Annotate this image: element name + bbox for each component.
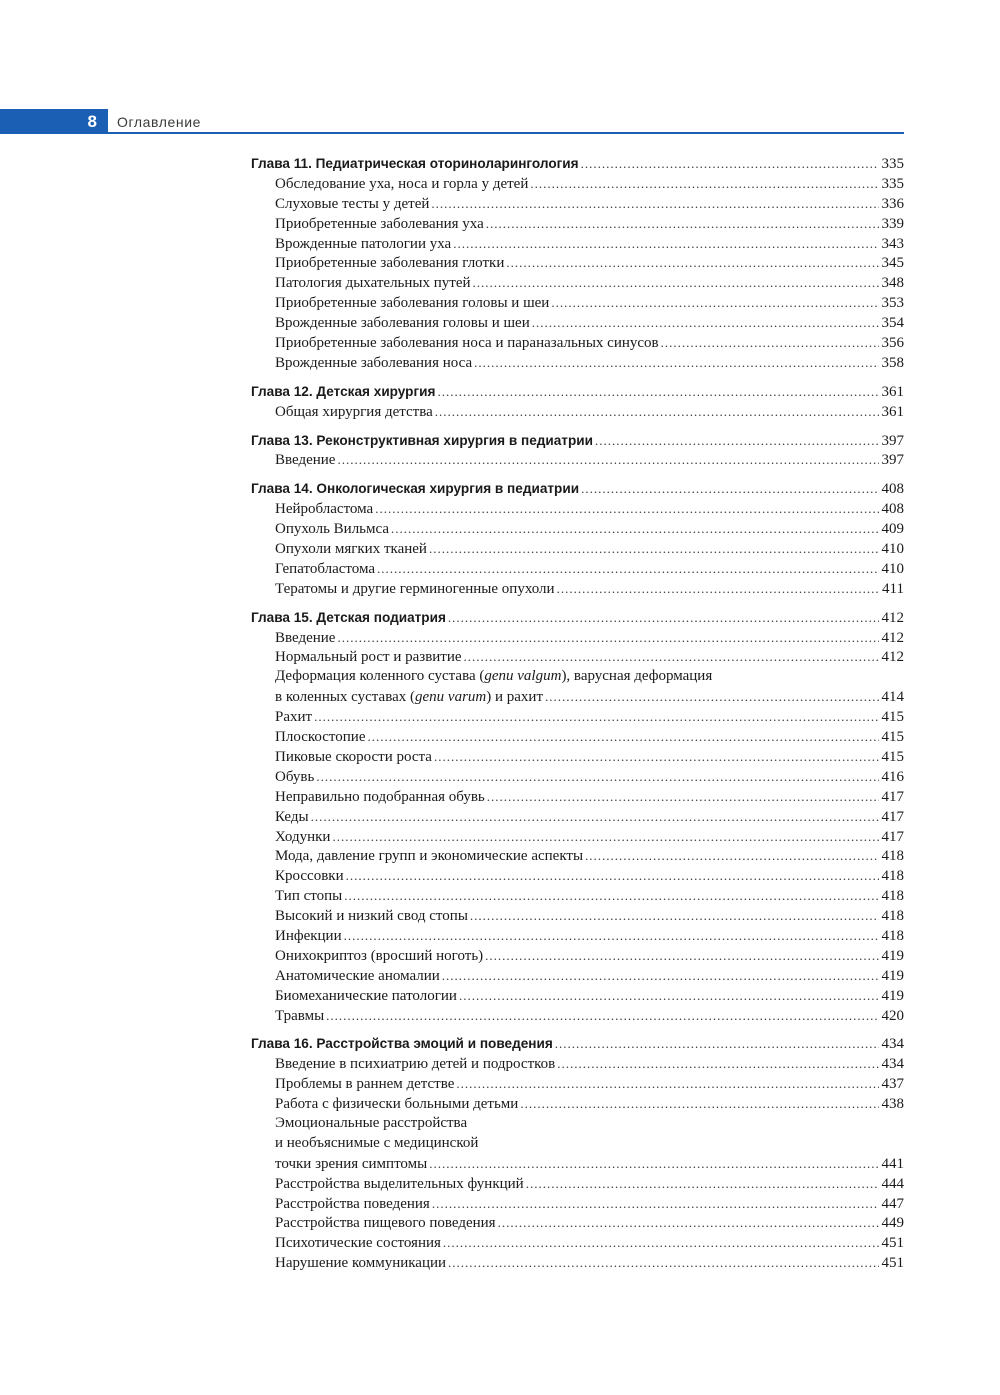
toc-section-entry-title: Слуховые тесты у детей: [275, 195, 430, 212]
toc-section-entry[interactable]: [251, 174, 904, 194]
toc-chapter-entry-page: 361: [881, 383, 904, 400]
toc-section-entry[interactable]: [251, 450, 904, 470]
dot-leader: [346, 866, 879, 886]
dot-leader: [485, 946, 878, 966]
toc-section-entry-title: Высокий и низкий свод стопы: [275, 908, 468, 925]
toc-section-entry-page: 412: [881, 649, 904, 666]
toc-section-entry-title: Нейробластома: [275, 501, 374, 518]
toc-section-entry[interactable]: [251, 647, 904, 667]
toc-section-entry-page: 339: [881, 215, 904, 232]
dot-leader: [391, 519, 878, 539]
page-number-box: [0, 109, 108, 134]
toc-section-entry-page: 420: [881, 1007, 904, 1024]
dot-leader: [375, 499, 878, 519]
toc-section-entry-title: Расстройства поведения: [275, 1195, 430, 1212]
dot-leader: [506, 253, 878, 273]
dot-leader: [431, 194, 878, 214]
toc-section-entry[interactable]: [251, 767, 904, 787]
toc-section-entry-title: Биомеханические патологии: [275, 987, 457, 1004]
toc-section-entry[interactable]: [251, 539, 904, 559]
dot-leader: [434, 747, 879, 767]
toc-section-entry-page: 447: [881, 1195, 904, 1212]
dot-leader: [470, 906, 879, 926]
dot-leader: [581, 479, 878, 499]
dot-leader: [532, 313, 879, 333]
toc-section-entry[interactable]: [251, 273, 904, 293]
toc-section-entry-page: 415: [881, 729, 904, 746]
toc-section-entry-title: Нарушение коммуникации: [275, 1255, 447, 1272]
running-title: Оглавление: [117, 114, 202, 130]
chapter-block: [251, 1034, 904, 1273]
toc-section-entry-title: и необъяснимые с медицинской: [275, 1134, 479, 1151]
toc-chapter-entry-page: 408: [881, 481, 904, 498]
toc-section-entry[interactable]: [251, 333, 904, 353]
toc-section-entry-title: Введение: [275, 629, 336, 646]
toc-section-entry-page: 361: [881, 403, 904, 420]
toc-section-entry-title: Работа с физически больными детьми: [275, 1096, 519, 1113]
toc-section-entry-page: 417: [881, 808, 904, 825]
dot-leader: [314, 707, 878, 727]
toc-section-entry-page: 415: [881, 709, 904, 726]
toc-chapter-entry[interactable]: [251, 1034, 904, 1054]
toc-section-entry[interactable]: [251, 402, 904, 422]
toc-section-entry-page: 358: [881, 354, 904, 371]
toc-section-entry-page: 434: [881, 1056, 904, 1073]
toc-section-entry[interactable]: [251, 1114, 904, 1134]
dot-leader: [526, 1174, 879, 1194]
toc-section-entry-page: 353: [881, 295, 904, 312]
toc-section-entry-page: 418: [881, 888, 904, 905]
toc-section-entry-title: в коленных суставах (genu varum) и рахит: [275, 689, 544, 706]
toc-chapter-entry-page: 335: [881, 156, 904, 172]
toc-section-entry-page: 348: [881, 275, 904, 292]
toc-section-entry-title: точки зрения симптомы: [275, 1155, 428, 1172]
dot-leader: [581, 154, 879, 174]
toc-section-entry[interactable]: [251, 559, 904, 579]
toc-section-entry-title: Кеды: [275, 808, 309, 825]
toc-chapter-entry[interactable]: [251, 608, 904, 628]
toc-section-entry[interactable]: [251, 727, 904, 747]
toc-section-entry-page: 412: [881, 629, 904, 646]
toc-section-entry-page: 414: [881, 689, 904, 706]
toc-section-entry-title: Кроссовки: [275, 868, 344, 885]
toc-section-entry-page: 418: [881, 868, 904, 885]
toc-section-entry-page: 345: [881, 255, 904, 272]
page-number: 8: [87, 112, 97, 131]
toc-section-entry-title: Гепатобластома: [275, 560, 376, 577]
toc-section-entry-page: 438: [881, 1096, 904, 1113]
dot-leader: [377, 559, 878, 579]
dot-leader: [555, 1034, 879, 1054]
chapter-block: [251, 154, 904, 373]
dot-leader: [545, 687, 878, 707]
toc-section-entry[interactable]: [251, 747, 904, 767]
toc-section-entry-title: Травмы: [275, 1007, 325, 1024]
toc-section-entry[interactable]: [251, 886, 904, 906]
table-of-contents: [251, 154, 904, 1282]
toc-section-entry-title: Общая хирургия детства: [275, 403, 433, 420]
dot-leader: [661, 333, 879, 353]
toc-section-entry-title: Врожденные заболевания носа: [275, 354, 473, 371]
dot-leader: [551, 293, 878, 313]
dot-leader: [557, 1054, 878, 1074]
chapter-block: [251, 479, 904, 598]
toc-section-entry-title: Приобретенные заболевания носа и параназальных синусов: [275, 335, 659, 352]
toc-section-entry-title: Эмоциональные расстройства: [275, 1114, 468, 1131]
toc-chapter-entry[interactable]: [251, 382, 904, 402]
toc-section-entry-title: Введение в психиатрию детей и подростков: [275, 1056, 556, 1073]
toc-section-entry[interactable]: [251, 687, 904, 707]
toc-section-entry-title: Онихокриптоз (вросший ноготь): [275, 947, 484, 964]
toc-section-entry[interactable]: [251, 1074, 904, 1094]
dot-leader: [337, 450, 878, 470]
dot-leader: [474, 353, 878, 373]
toc-section-entry-page: 416: [881, 768, 904, 785]
dot-leader: [443, 1233, 879, 1253]
dot-leader: [332, 827, 878, 847]
toc-section-entry-title: Рахит: [275, 709, 313, 726]
toc-section-entry-title: Введение: [275, 452, 336, 469]
toc-section-entry-page: 419: [881, 947, 904, 964]
toc-section-entry-title: Нормальный рост и развитие: [275, 649, 462, 666]
toc-section-entry-page: 410: [881, 541, 904, 558]
header-rule: [108, 132, 904, 134]
toc-section-entry-title: Плоскостопие: [275, 729, 366, 746]
toc-section-entry-page: 408: [881, 501, 904, 518]
toc-section-entry-page: 356: [881, 335, 904, 352]
toc-chapter-entry-title: Глава 15. Детская подиатрия: [251, 609, 446, 625]
toc-section-entry[interactable]: [251, 1194, 904, 1214]
dot-leader: [520, 1094, 878, 1114]
toc-section-entry-title: Анатомические аномалии: [275, 967, 440, 984]
toc-chapter-entry-title: Глава 14. Онкологическая хирургия в педиатрии: [251, 481, 580, 497]
dot-leader: [344, 926, 879, 946]
toc-section-entry-title: Обследование уха, носа и горла у детей: [275, 175, 529, 192]
toc-section-entry[interactable]: [251, 194, 904, 214]
page-header: [0, 109, 904, 135]
toc-section-entry-page: 441: [881, 1155, 904, 1172]
dot-leader: [337, 628, 878, 648]
dot-leader: [487, 787, 879, 807]
toc-chapter-entry-page: 412: [881, 609, 904, 626]
toc-section-entry-page: 343: [881, 235, 904, 252]
toc-section-entry-page: 437: [881, 1076, 904, 1093]
chapter-block: [251, 431, 904, 471]
chapter-block: [251, 382, 904, 422]
toc-section-entry-page: 410: [881, 560, 904, 577]
toc-section-entry[interactable]: [251, 906, 904, 926]
toc-section-entry[interactable]: [251, 1253, 904, 1273]
toc-section-entry-title: Приобретенные заболевания уха: [275, 215, 484, 232]
toc-section-entry[interactable]: [251, 866, 904, 886]
dot-leader: [557, 579, 879, 599]
dot-leader: [464, 647, 879, 667]
toc-section-entry[interactable]: [251, 1233, 904, 1253]
toc-section-entry-page: 419: [881, 987, 904, 1004]
toc-section-entry[interactable]: [251, 807, 904, 827]
dot-leader: [437, 382, 878, 402]
toc-section-entry[interactable]: [251, 1006, 904, 1026]
toc-section-entry[interactable]: [251, 1174, 904, 1194]
toc-section-entry-title: Мода, давление групп и экономические аспекты: [275, 848, 584, 865]
dot-leader: [344, 886, 878, 906]
toc-section-entry[interactable]: [251, 253, 904, 273]
toc-chapter-entry-title: Глава 11. Педиатрическая оториноларингология: [251, 156, 579, 171]
toc-section-entry-page: 451: [881, 1235, 904, 1252]
toc-section-entry-page: 354: [881, 315, 904, 332]
toc-section-entry-title: Проблемы в раннем детстве: [275, 1076, 455, 1093]
toc-section-entry[interactable]: [251, 214, 904, 234]
toc-section-entry-title: Пиковые скорости роста: [275, 748, 432, 765]
toc-section-entry-page: 418: [881, 908, 904, 925]
toc-section-entry-title: Психотические состояния: [275, 1235, 441, 1252]
dot-leader: [473, 273, 879, 293]
dot-leader: [448, 1253, 878, 1273]
dot-leader: [498, 1213, 879, 1233]
toc-section-entry-page: 418: [881, 848, 904, 865]
toc-section-entry-page: 415: [881, 748, 904, 765]
toc-section-entry-title: Деформация коленного сустава (genu valgum), варусная деформация: [275, 668, 713, 685]
dot-leader: [595, 431, 879, 451]
toc-chapter-entry-title: Глава 12. Детская хирургия: [251, 383, 436, 399]
toc-section-entry-title: Приобретенные заболевания головы и шеи: [275, 295, 550, 312]
toc-section-entry-page: 397: [881, 452, 904, 469]
toc-chapter-entry[interactable]: [251, 154, 904, 174]
dot-leader: [486, 214, 879, 234]
toc-section-entry[interactable]: [251, 519, 904, 539]
dot-leader: [530, 174, 878, 194]
toc-section-entry[interactable]: [251, 579, 904, 599]
toc-chapter-entry-page: 397: [881, 432, 904, 449]
toc-section-entry-title: Опухоль Вильмса: [275, 521, 390, 538]
toc-section-entry[interactable]: [251, 293, 904, 313]
toc-section-entry-page: 336: [881, 195, 904, 212]
toc-section-entry-title: Тип стопы: [275, 888, 343, 905]
dot-leader: [316, 767, 878, 787]
toc-section-entry[interactable]: [251, 499, 904, 519]
toc-section-entry-page: 335: [881, 175, 904, 192]
toc-section-entry[interactable]: [251, 846, 904, 866]
toc-section-entry[interactable]: [251, 1054, 904, 1074]
toc-section-entry-page: 411: [882, 580, 904, 597]
toc-section-entry[interactable]: [251, 827, 904, 847]
toc-section-entry[interactable]: [251, 1154, 904, 1174]
dot-leader: [311, 807, 879, 827]
toc-section-entry-title: Расстройства пищевого поведения: [275, 1215, 496, 1232]
toc-section-entry-title: Врожденные заболевания головы и шеи: [275, 315, 530, 332]
toc-section-entry[interactable]: [251, 1134, 904, 1154]
toc-section-entry[interactable]: [251, 946, 904, 966]
toc-section-entry[interactable]: [251, 707, 904, 727]
toc-section-entry-title: Опухоли мягких тканей: [275, 541, 427, 558]
dot-leader: [456, 1074, 878, 1094]
dot-leader: [442, 966, 879, 986]
toc-section-entry-page: 419: [881, 967, 904, 984]
toc-chapter-entry-title: Глава 16. Расстройства эмоций и поведения: [251, 1036, 553, 1052]
dot-leader: [585, 846, 878, 866]
toc-section-entry-title: Ходунки: [275, 828, 331, 845]
toc-section-entry[interactable]: [251, 628, 904, 648]
toc-section-entry[interactable]: [251, 926, 904, 946]
toc-section-entry-page: 417: [881, 788, 904, 805]
dot-leader: [459, 986, 879, 1006]
toc-chapter-entry[interactable]: [251, 479, 904, 499]
toc-section-entry-page: 449: [881, 1215, 904, 1232]
toc-section-entry-page: 444: [881, 1175, 904, 1192]
dot-leader: [432, 1194, 879, 1214]
dot-leader: [453, 234, 878, 254]
dot-leader: [429, 539, 879, 559]
dot-leader: [367, 727, 878, 747]
toc-section-entry-title: Врожденные патологии уха: [275, 235, 452, 252]
toc-section-entry[interactable]: [251, 667, 904, 687]
dot-leader: [435, 402, 879, 422]
toc-section-entry[interactable]: [251, 234, 904, 254]
toc-section-entry-title: Тератомы и другие герминогенные опухоли: [275, 580, 555, 597]
toc-section-entry-page: 451: [881, 1255, 904, 1272]
toc-section-entry-title: Инфекции: [275, 927, 342, 944]
toc-section-entry[interactable]: [251, 966, 904, 986]
toc-section-entry[interactable]: [251, 313, 904, 333]
toc-section-entry[interactable]: [251, 986, 904, 1006]
dot-leader: [326, 1006, 878, 1026]
toc-section-entry-title: Приобретенные заболевания глотки: [275, 255, 505, 272]
toc-section-entry-title: Неправильно подобранная обувь: [275, 788, 485, 805]
toc-chapter-entry-title: Глава 13. Реконструктивная хирургия в педиатрии: [251, 432, 593, 448]
toc-section-entry-page: 409: [881, 521, 904, 538]
toc-section-entry[interactable]: [251, 353, 904, 373]
toc-section-entry[interactable]: [251, 787, 904, 807]
dot-leader: [448, 608, 879, 628]
toc-section-entry-page: 417: [881, 828, 904, 845]
toc-section-entry-title: Патология дыхательных путей: [275, 275, 471, 292]
toc-chapter-entry[interactable]: [251, 431, 904, 451]
toc-section-entry[interactable]: [251, 1094, 904, 1114]
toc-section-entry[interactable]: [251, 1213, 904, 1233]
chapter-block: [251, 608, 904, 1026]
toc-section-entry-page: 418: [881, 927, 904, 944]
toc-section-entry-title: Обувь: [275, 768, 315, 785]
toc-section-entry-title: Расстройства выделительных функций: [275, 1175, 524, 1192]
toc-chapter-entry-page: 434: [881, 1036, 904, 1053]
dot-leader: [429, 1154, 878, 1174]
